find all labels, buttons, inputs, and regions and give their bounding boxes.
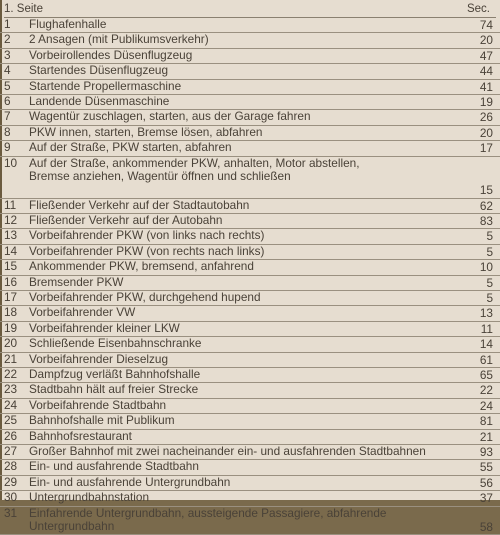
track-number: 21 bbox=[4, 351, 18, 366]
track-title: Flughafenhalle bbox=[29, 17, 107, 31]
track-number: 8 bbox=[4, 124, 11, 139]
track-duration: 26 bbox=[479, 110, 493, 125]
track-row bbox=[0, 110, 500, 125]
track-row bbox=[0, 507, 500, 535]
track-title: Vorbeifahrender PKW (von rechts nach links) bbox=[29, 243, 265, 258]
track-row bbox=[0, 229, 500, 244]
track-duration: 17 bbox=[479, 141, 493, 156]
track-duration: 21 bbox=[479, 429, 493, 444]
track-row bbox=[0, 306, 500, 321]
track-number: 18 bbox=[4, 305, 18, 320]
track-duration: 20 bbox=[479, 125, 493, 140]
track-number: 17 bbox=[4, 290, 18, 305]
track-title: Bahnhofsrestaurant bbox=[29, 428, 132, 443]
track-duration: 81 bbox=[479, 414, 493, 429]
track-row bbox=[0, 157, 500, 199]
track-row bbox=[0, 141, 500, 156]
track-number: 16 bbox=[4, 274, 18, 289]
track-title: Schließende Eisenbahnschranke bbox=[29, 336, 202, 351]
track-number: 25 bbox=[4, 413, 18, 428]
track-list bbox=[0, 18, 500, 535]
track-number: 26 bbox=[4, 428, 18, 443]
track-duration: 93 bbox=[479, 444, 493, 459]
track-title: Vorbeifahrender VW bbox=[29, 305, 136, 320]
track-title: PKW innen, starten, Bremse lösen, abfahren bbox=[29, 124, 263, 139]
track-row bbox=[0, 445, 500, 460]
track-number: 14 bbox=[4, 243, 18, 258]
track-duration: 15 bbox=[479, 183, 493, 198]
track-duration: 44 bbox=[479, 64, 493, 79]
track-duration: 14 bbox=[479, 337, 493, 352]
track-title: Bremsender PKW bbox=[29, 274, 124, 289]
track-title: Ein- und ausfahrende Untergrundbahn bbox=[29, 474, 231, 489]
track-number: 29 bbox=[4, 474, 18, 489]
track-row bbox=[0, 383, 500, 398]
track-title: Vorbeirollendes Düsenflugzeug bbox=[29, 47, 193, 62]
track-duration: 13 bbox=[479, 306, 493, 321]
track-title: Auf der Straße, ankommender PKW, anhalten, Motor abstellen, Bremse anziehen, Wagentür öffnen und schließen bbox=[29, 155, 360, 183]
track-row bbox=[0, 276, 500, 291]
track-duration: 22 bbox=[479, 383, 493, 398]
track-number: 27 bbox=[4, 443, 18, 458]
track-row bbox=[0, 214, 500, 229]
track-number: 12 bbox=[4, 213, 18, 228]
track-title: Vorbeifahrender Dieselzug bbox=[29, 351, 169, 366]
track-duration: 58 bbox=[479, 519, 493, 534]
track-number: 10 bbox=[4, 155, 18, 170]
track-duration: 65 bbox=[479, 367, 493, 382]
track-row bbox=[0, 322, 500, 337]
track-list-header bbox=[4, 2, 496, 18]
track-row bbox=[0, 460, 500, 475]
track-title: Untergrundbahnstation bbox=[29, 490, 150, 505]
track-title: Startende Propellermaschine bbox=[29, 78, 182, 93]
duration-label: Sec. bbox=[466, 3, 490, 15]
track-row bbox=[0, 18, 500, 33]
track-row bbox=[0, 337, 500, 352]
track-number: 28 bbox=[4, 459, 18, 474]
track-row bbox=[0, 430, 500, 445]
track-title: Vorbeifahrender kleiner LKW bbox=[29, 320, 180, 335]
track-title: Einfahrende Untergrundbahn, aussteigende Passagiere, abfahrende Untergrundbahn bbox=[29, 505, 387, 533]
track-number: 30 bbox=[4, 490, 18, 505]
track-duration: 5 bbox=[486, 291, 493, 306]
track-duration: 5 bbox=[486, 275, 493, 290]
track-duration: 74 bbox=[479, 17, 493, 32]
track-row bbox=[0, 414, 500, 429]
track-number: 22 bbox=[4, 367, 18, 381]
track-number: 1 bbox=[4, 17, 11, 31]
track-duration: 61 bbox=[479, 352, 493, 367]
track-title: Startendes Düsenflugzeug bbox=[29, 63, 169, 78]
track-row bbox=[0, 291, 500, 306]
track-number: 11 bbox=[4, 197, 17, 212]
track-number: 31 bbox=[4, 505, 18, 520]
track-title: Fließender Verkehr auf der Autobahn bbox=[29, 213, 223, 228]
track-number: 19 bbox=[4, 320, 18, 335]
track-duration: 5 bbox=[486, 244, 493, 259]
track-row bbox=[0, 199, 500, 214]
track-title: Auf der Straße, PKW starten, abfahren bbox=[29, 140, 232, 155]
track-duration: 10 bbox=[479, 260, 493, 275]
track-number: 13 bbox=[4, 228, 18, 243]
track-number: 2 bbox=[4, 32, 11, 47]
track-row bbox=[0, 95, 500, 110]
track-number: 9 bbox=[4, 140, 11, 155]
track-row bbox=[0, 49, 500, 64]
track-title: Großer Bahnhof mit zwei nacheinander ein- und ausfahrenden Stadtbahnen bbox=[29, 443, 426, 458]
track-row bbox=[0, 33, 500, 48]
track-title: Vorbeifahrende Stadtbahn bbox=[29, 397, 167, 412]
track-duration: 56 bbox=[479, 475, 493, 490]
track-title: Bahnhofshalle mit Publikum bbox=[29, 413, 175, 428]
track-row bbox=[0, 353, 500, 368]
track-duration: 55 bbox=[479, 460, 493, 475]
track-number: 6 bbox=[4, 93, 11, 108]
track-title: Landende Düsenmaschine bbox=[29, 93, 170, 108]
track-number: 24 bbox=[4, 397, 18, 412]
track-number: 4 bbox=[4, 63, 11, 78]
track-row bbox=[0, 126, 500, 141]
track-duration: 37 bbox=[479, 491, 493, 506]
track-row bbox=[0, 368, 500, 383]
track-title: Fließender Verkehr auf der Stadtautobahn bbox=[29, 197, 250, 212]
track-row bbox=[0, 64, 500, 79]
track-duration: 11 bbox=[480, 321, 493, 336]
track-title: Dampfzug verläßt Bahnhofshalle bbox=[29, 367, 201, 381]
side-label: 1. Seite bbox=[4, 3, 43, 15]
track-title: Ein- und ausfahrende Stadtbahn bbox=[29, 459, 199, 474]
track-title: 2 Ansagen (mit Publikumsverkehr) bbox=[29, 32, 209, 47]
track-duration: 41 bbox=[479, 79, 493, 94]
track-title: Vorbeifahrender PKW (von links nach rechts) bbox=[29, 228, 265, 243]
track-row bbox=[0, 260, 500, 275]
track-number: 7 bbox=[4, 109, 11, 124]
track-row bbox=[0, 491, 500, 506]
track-row bbox=[0, 399, 500, 414]
track-number: 20 bbox=[4, 336, 18, 351]
track-number: 5 bbox=[4, 78, 11, 93]
track-duration: 62 bbox=[479, 198, 493, 213]
track-duration: 83 bbox=[479, 214, 493, 229]
track-title: Stadtbahn hält auf freier Strecke bbox=[29, 382, 199, 397]
track-number: 15 bbox=[4, 259, 18, 274]
track-duration: 24 bbox=[479, 398, 493, 413]
track-title: Wagentür zuschlagen, starten, aus der Garage fahren bbox=[29, 109, 311, 124]
track-number: 23 bbox=[4, 382, 18, 397]
track-row bbox=[0, 476, 500, 491]
track-title: Vorbeifahrender PKW, durchgehend hupend bbox=[29, 290, 261, 305]
track-row bbox=[0, 245, 500, 260]
track-duration: 19 bbox=[479, 94, 493, 109]
track-number: 3 bbox=[4, 47, 11, 62]
track-duration: 47 bbox=[479, 48, 493, 63]
track-row bbox=[0, 80, 500, 95]
track-title: Ankommender PKW, bremsend, anfahrend bbox=[29, 259, 254, 274]
track-duration: 20 bbox=[479, 33, 493, 48]
track-duration: 5 bbox=[486, 229, 493, 244]
